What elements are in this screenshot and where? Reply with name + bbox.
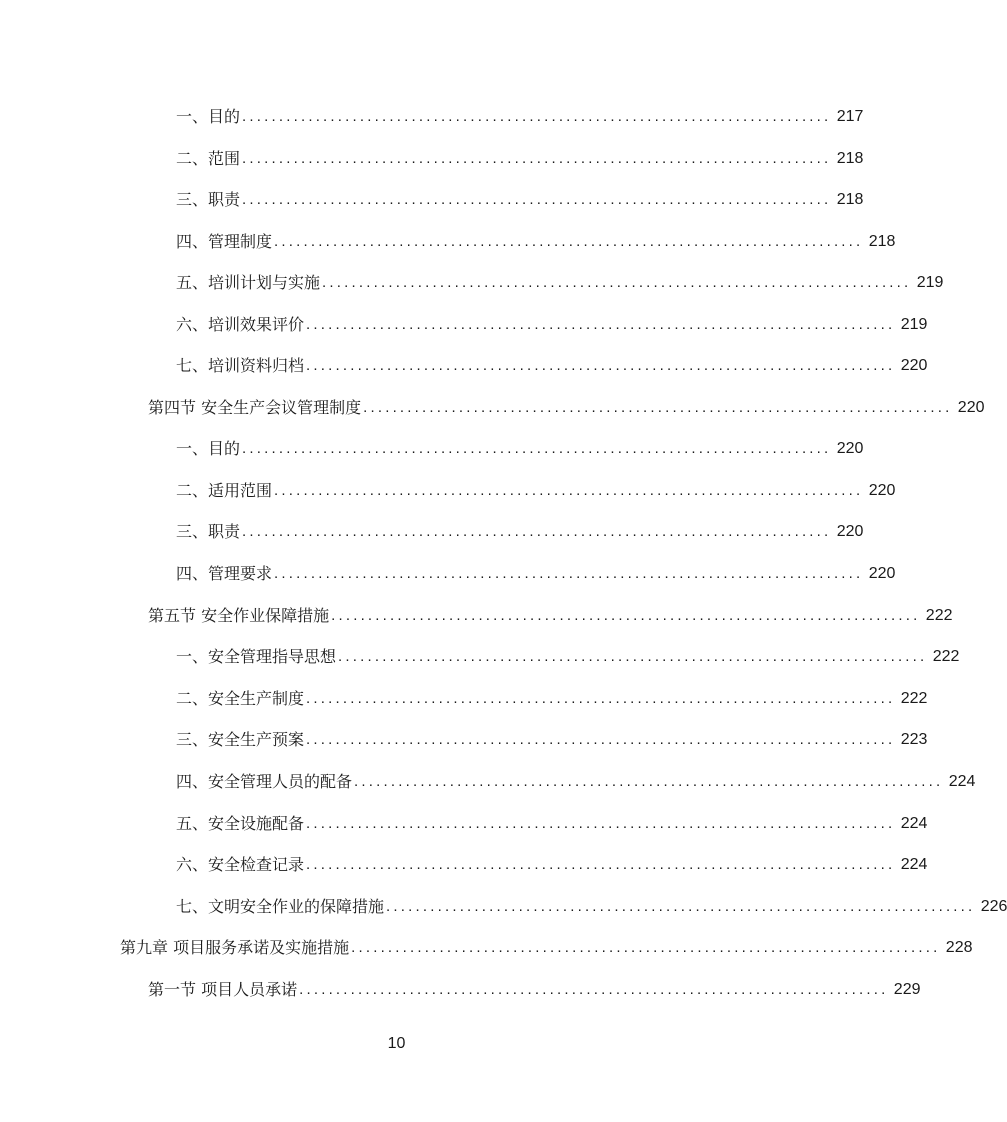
toc-entry-title: 七、培训资料归档 bbox=[176, 356, 305, 375]
toc-entry[interactable] bbox=[176, 852, 928, 878]
toc-entry[interactable] bbox=[176, 811, 928, 837]
toc-entry-page: 219 bbox=[916, 274, 944, 291]
toc-dot-leader: ................................................................................ bbox=[306, 316, 896, 333]
toc-entry-title: 三、职责 bbox=[176, 522, 241, 541]
toc-entry[interactable] bbox=[176, 312, 928, 338]
toc-dot-leader: ................................................................................ bbox=[306, 815, 896, 832]
toc-entry-page: 224 bbox=[900, 815, 928, 832]
toc-entry[interactable] bbox=[176, 353, 928, 379]
toc-entry-page: 218 bbox=[836, 191, 864, 208]
toc-entry[interactable] bbox=[176, 270, 944, 296]
toc-dot-leader: ................................................................................ bbox=[274, 233, 864, 250]
toc-entry[interactable] bbox=[176, 478, 896, 504]
toc-entry-page: 218 bbox=[836, 150, 864, 167]
toc-entry-title: 三、职责 bbox=[176, 190, 241, 209]
toc-entry-title: 一、目的 bbox=[176, 107, 241, 126]
toc-entry[interactable] bbox=[176, 644, 960, 670]
toc-dot-leader: ................................................................................ bbox=[338, 648, 928, 665]
toc-entry[interactable] bbox=[120, 935, 973, 961]
toc-entry[interactable] bbox=[176, 769, 976, 795]
toc-dot-leader: ................................................................................ bbox=[242, 523, 832, 540]
toc-entry-page: 228 bbox=[945, 939, 973, 956]
toc-entry[interactable] bbox=[176, 519, 864, 545]
toc-entry-page: 220 bbox=[957, 399, 985, 416]
toc-dot-leader: ................................................................................ bbox=[306, 856, 896, 873]
toc-entry-title: 一、目的 bbox=[176, 439, 241, 458]
toc-entry-title: 第四节 安全生产会议管理制度 bbox=[148, 398, 362, 417]
toc-entry-page: 220 bbox=[868, 482, 896, 499]
toc-dot-leader: ................................................................................ bbox=[306, 731, 896, 748]
toc-dot-leader: ................................................................................ bbox=[354, 773, 944, 790]
toc-entry-title: 五、培训计划与实施 bbox=[176, 273, 321, 292]
toc-entry[interactable] bbox=[148, 395, 985, 421]
toc-dot-leader: ................................................................................ bbox=[242, 150, 832, 167]
toc-entry[interactable] bbox=[176, 436, 864, 462]
toc-entry[interactable] bbox=[176, 104, 864, 130]
toc-dot-leader: ................................................................................ bbox=[351, 939, 941, 956]
toc-dot-leader: ................................................................................ bbox=[274, 565, 864, 582]
toc-entry-page: 218 bbox=[868, 233, 896, 250]
toc-dot-leader: ................................................................................ bbox=[242, 108, 832, 125]
toc-entry-page: 222 bbox=[900, 690, 928, 707]
toc-entry[interactable] bbox=[148, 603, 953, 629]
toc-entry-title: 一、安全管理指导思想 bbox=[176, 647, 337, 666]
toc-entry[interactable] bbox=[148, 977, 921, 1003]
toc-entry-page: 223 bbox=[900, 731, 928, 748]
toc-entry-page: 226 bbox=[980, 898, 1007, 915]
toc-entry-page: 224 bbox=[900, 856, 928, 873]
toc-dot-leader: ................................................................................ bbox=[306, 357, 896, 374]
toc-dot-leader: ................................................................................ bbox=[363, 399, 953, 416]
toc-entry-title: 五、安全设施配备 bbox=[176, 814, 305, 833]
toc-dot-leader: ................................................................................ bbox=[306, 690, 896, 707]
toc-dot-leader: ................................................................................ bbox=[299, 981, 889, 998]
toc-entry-page: 224 bbox=[948, 773, 976, 790]
toc-entry-page: 220 bbox=[836, 440, 864, 457]
toc-entry-title: 二、安全生产制度 bbox=[176, 689, 305, 708]
toc-entry-page: 220 bbox=[900, 357, 928, 374]
toc-entry-title: 二、适用范围 bbox=[176, 481, 273, 500]
toc-entry[interactable] bbox=[176, 187, 864, 213]
toc-entry[interactable] bbox=[176, 146, 864, 172]
page-number: 10 bbox=[387, 1035, 406, 1052]
toc-entry-title: 四、管理制度 bbox=[176, 232, 273, 251]
toc-entry-page: 217 bbox=[836, 108, 864, 125]
toc-entry-page: 220 bbox=[836, 523, 864, 540]
toc-entry-page: 229 bbox=[893, 981, 921, 998]
toc-entry-title: 六、安全检查记录 bbox=[176, 855, 305, 874]
toc-entry-title: 六、培训效果评价 bbox=[176, 315, 305, 334]
toc-entry-title: 四、安全管理人员的配备 bbox=[176, 772, 353, 791]
toc-dot-leader: ................................................................................ bbox=[274, 482, 864, 499]
toc-entry[interactable] bbox=[176, 686, 928, 712]
toc-entry-title: 第九章 项目服务承诺及实施措施 bbox=[120, 938, 350, 957]
toc-entry-title: 第一节 项目人员承诺 bbox=[148, 980, 298, 999]
toc-entry[interactable] bbox=[176, 229, 896, 255]
toc-entry-page: 222 bbox=[932, 648, 960, 665]
toc-dot-leader: ................................................................................ bbox=[322, 274, 912, 291]
toc-entry-title: 四、管理要求 bbox=[176, 564, 273, 583]
toc-entry-title: 三、安全生产预案 bbox=[176, 730, 305, 749]
toc-dot-leader: ................................................................................ bbox=[331, 607, 921, 624]
toc-entry-page: 222 bbox=[925, 607, 953, 624]
toc-dot-leader: ................................................................................ bbox=[242, 191, 832, 208]
toc-entry-title: 第五节 安全作业保障措施 bbox=[148, 606, 330, 625]
toc-entry-page: 220 bbox=[868, 565, 896, 582]
toc-dot-leader: ................................................................................ bbox=[242, 440, 832, 457]
toc-entry[interactable] bbox=[176, 727, 928, 753]
toc-dot-leader: ................................................................................ bbox=[386, 898, 976, 915]
toc-entry-title: 七、文明安全作业的保障措施 bbox=[176, 897, 385, 916]
toc-entry-title: 二、范围 bbox=[176, 149, 241, 168]
toc-entry[interactable] bbox=[176, 894, 1007, 920]
toc-entry[interactable] bbox=[176, 561, 896, 587]
toc-entry-page: 219 bbox=[900, 316, 928, 333]
